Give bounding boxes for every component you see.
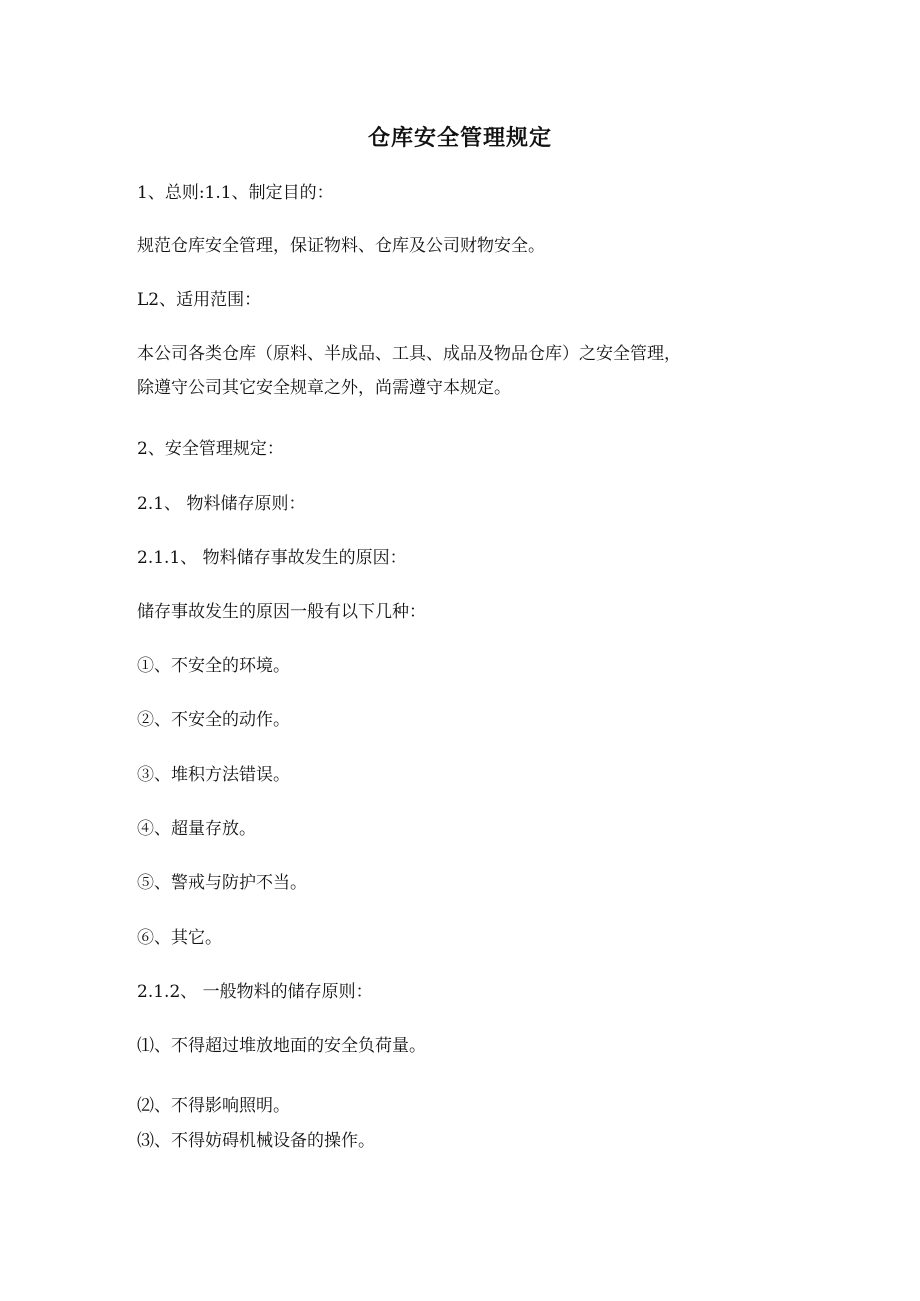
purpose-text: 规范仓库安全管理，保证物料、仓库及公司财物安全。 bbox=[137, 236, 545, 256]
list-item: ①、不安全的环境。 bbox=[137, 656, 290, 676]
section-1-heading: 1、总则:1.1、制定目的： bbox=[137, 183, 334, 203]
list-item: ⑶、不得妨碍机械设备的操作。 bbox=[137, 1131, 375, 1151]
document-title: 仓库安全管理规定 bbox=[367, 126, 552, 151]
list-item: ②、不安全的动作。 bbox=[137, 710, 290, 730]
list-item: ⑤、警戒与防护不当。 bbox=[137, 873, 307, 893]
list-item: ⑵、不得影响照明。 bbox=[137, 1096, 290, 1116]
section-2-heading: 2、安全管理规定： bbox=[137, 439, 284, 459]
list-item: ⑴、不得超过堆放地面的安全负荷量。 bbox=[137, 1036, 426, 1056]
scope-paragraph bbox=[137, 337, 797, 405]
scope-text-line-1: 本公司各类仓库（原料、半成品、工具、成品及物品仓库）之安全管理， bbox=[137, 344, 681, 364]
list-item: ③、堆积方法错误。 bbox=[137, 765, 290, 785]
section-2-1-2-heading: 2.1.2、 一般物料的储存原则： bbox=[137, 982, 373, 1002]
section-2-1-heading: 2.1、 物料储存原则： bbox=[137, 494, 306, 514]
section-2-1-1-heading: 2.1.1、 物料储存事故发生的原因： bbox=[137, 548, 407, 568]
list-item: ④、超量存放。 bbox=[137, 819, 256, 839]
list-item: ⑥、其它。 bbox=[137, 928, 222, 948]
causes-intro: 储存事故发生的原因一般有以下几种： bbox=[137, 602, 426, 622]
scope-heading: L2、适用范围： bbox=[137, 290, 262, 310]
scope-text-line-2: 除遵守公司其它安全规章之外，尚需遵守本规定。 bbox=[137, 378, 511, 398]
